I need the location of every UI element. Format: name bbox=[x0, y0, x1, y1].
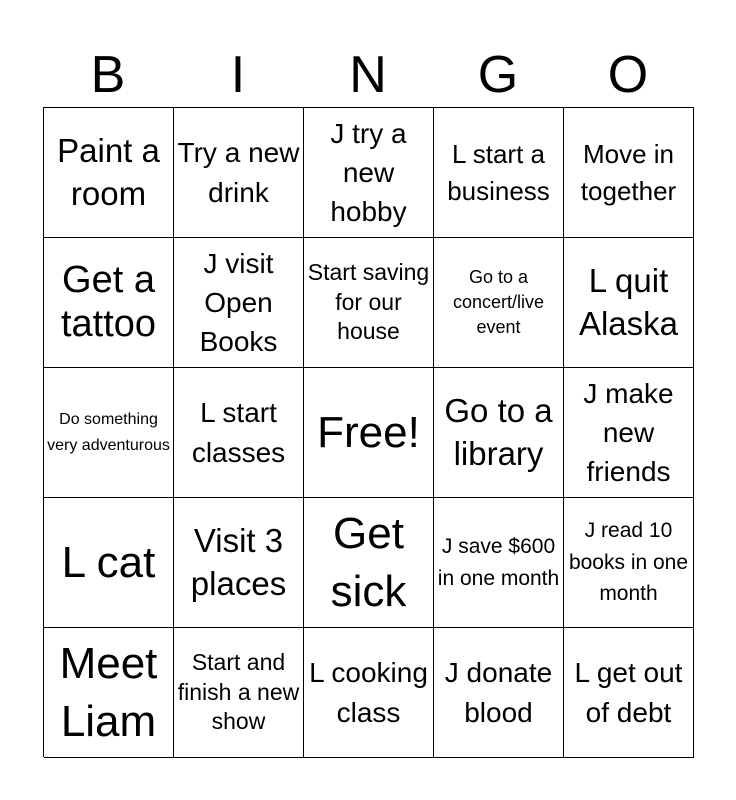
bingo-cell[interactable]: J make new friends bbox=[564, 368, 694, 498]
bingo-cell[interactable]: Start saving for our house bbox=[304, 238, 434, 368]
bingo-cell[interactable]: Visit 3 places bbox=[174, 498, 304, 628]
bingo-cell[interactable]: L start a business bbox=[434, 108, 564, 238]
bingo-cell[interactable]: Get sick bbox=[304, 498, 434, 628]
bingo-cell[interactable]: L start classes bbox=[174, 368, 304, 498]
header-letter-g: G bbox=[477, 46, 519, 104]
bingo-cell[interactable]: Try a new drink bbox=[174, 108, 304, 238]
bingo-cell[interactable]: J read 10 books in one month bbox=[564, 498, 694, 628]
bingo-cell[interactable]: Do something very adventurous bbox=[44, 368, 174, 498]
bingo-cell[interactable]: Paint a room bbox=[44, 108, 174, 238]
bingo-cell[interactable]: L cooking class bbox=[304, 628, 434, 758]
bingo-cell[interactable]: Move in together bbox=[564, 108, 694, 238]
bingo-cell[interactable]: Meet Liam bbox=[44, 628, 174, 758]
header-letter-n: N bbox=[349, 46, 387, 104]
header-letter-i: I bbox=[230, 46, 246, 104]
bingo-cell[interactable]: J try a new hobby bbox=[304, 108, 434, 238]
bingo-header bbox=[43, 44, 693, 106]
bingo-cell[interactable]: J save $600 in one month bbox=[434, 498, 564, 628]
header-letter-b: B bbox=[90, 46, 126, 104]
bingo-cell[interactable]: Free! bbox=[304, 368, 434, 498]
bingo-cell[interactable]: L quit Alaska bbox=[564, 238, 694, 368]
header-letter-o: O bbox=[607, 46, 649, 104]
bingo-cell[interactable]: L get out of debt bbox=[564, 628, 694, 758]
bingo-cell[interactable]: Start and finish a new show bbox=[174, 628, 304, 758]
bingo-cell[interactable]: Go to a concert/live event bbox=[434, 238, 564, 368]
bingo-cell[interactable]: Get a tattoo bbox=[44, 238, 174, 368]
bingo-cell[interactable]: J visit Open Books bbox=[174, 238, 304, 368]
bingo-cell[interactable]: Go to a library bbox=[434, 368, 564, 498]
bingo-cell[interactable]: J donate blood bbox=[434, 628, 564, 758]
bingo-grid bbox=[43, 107, 694, 757]
bingo-cell[interactable]: L cat bbox=[44, 498, 174, 628]
